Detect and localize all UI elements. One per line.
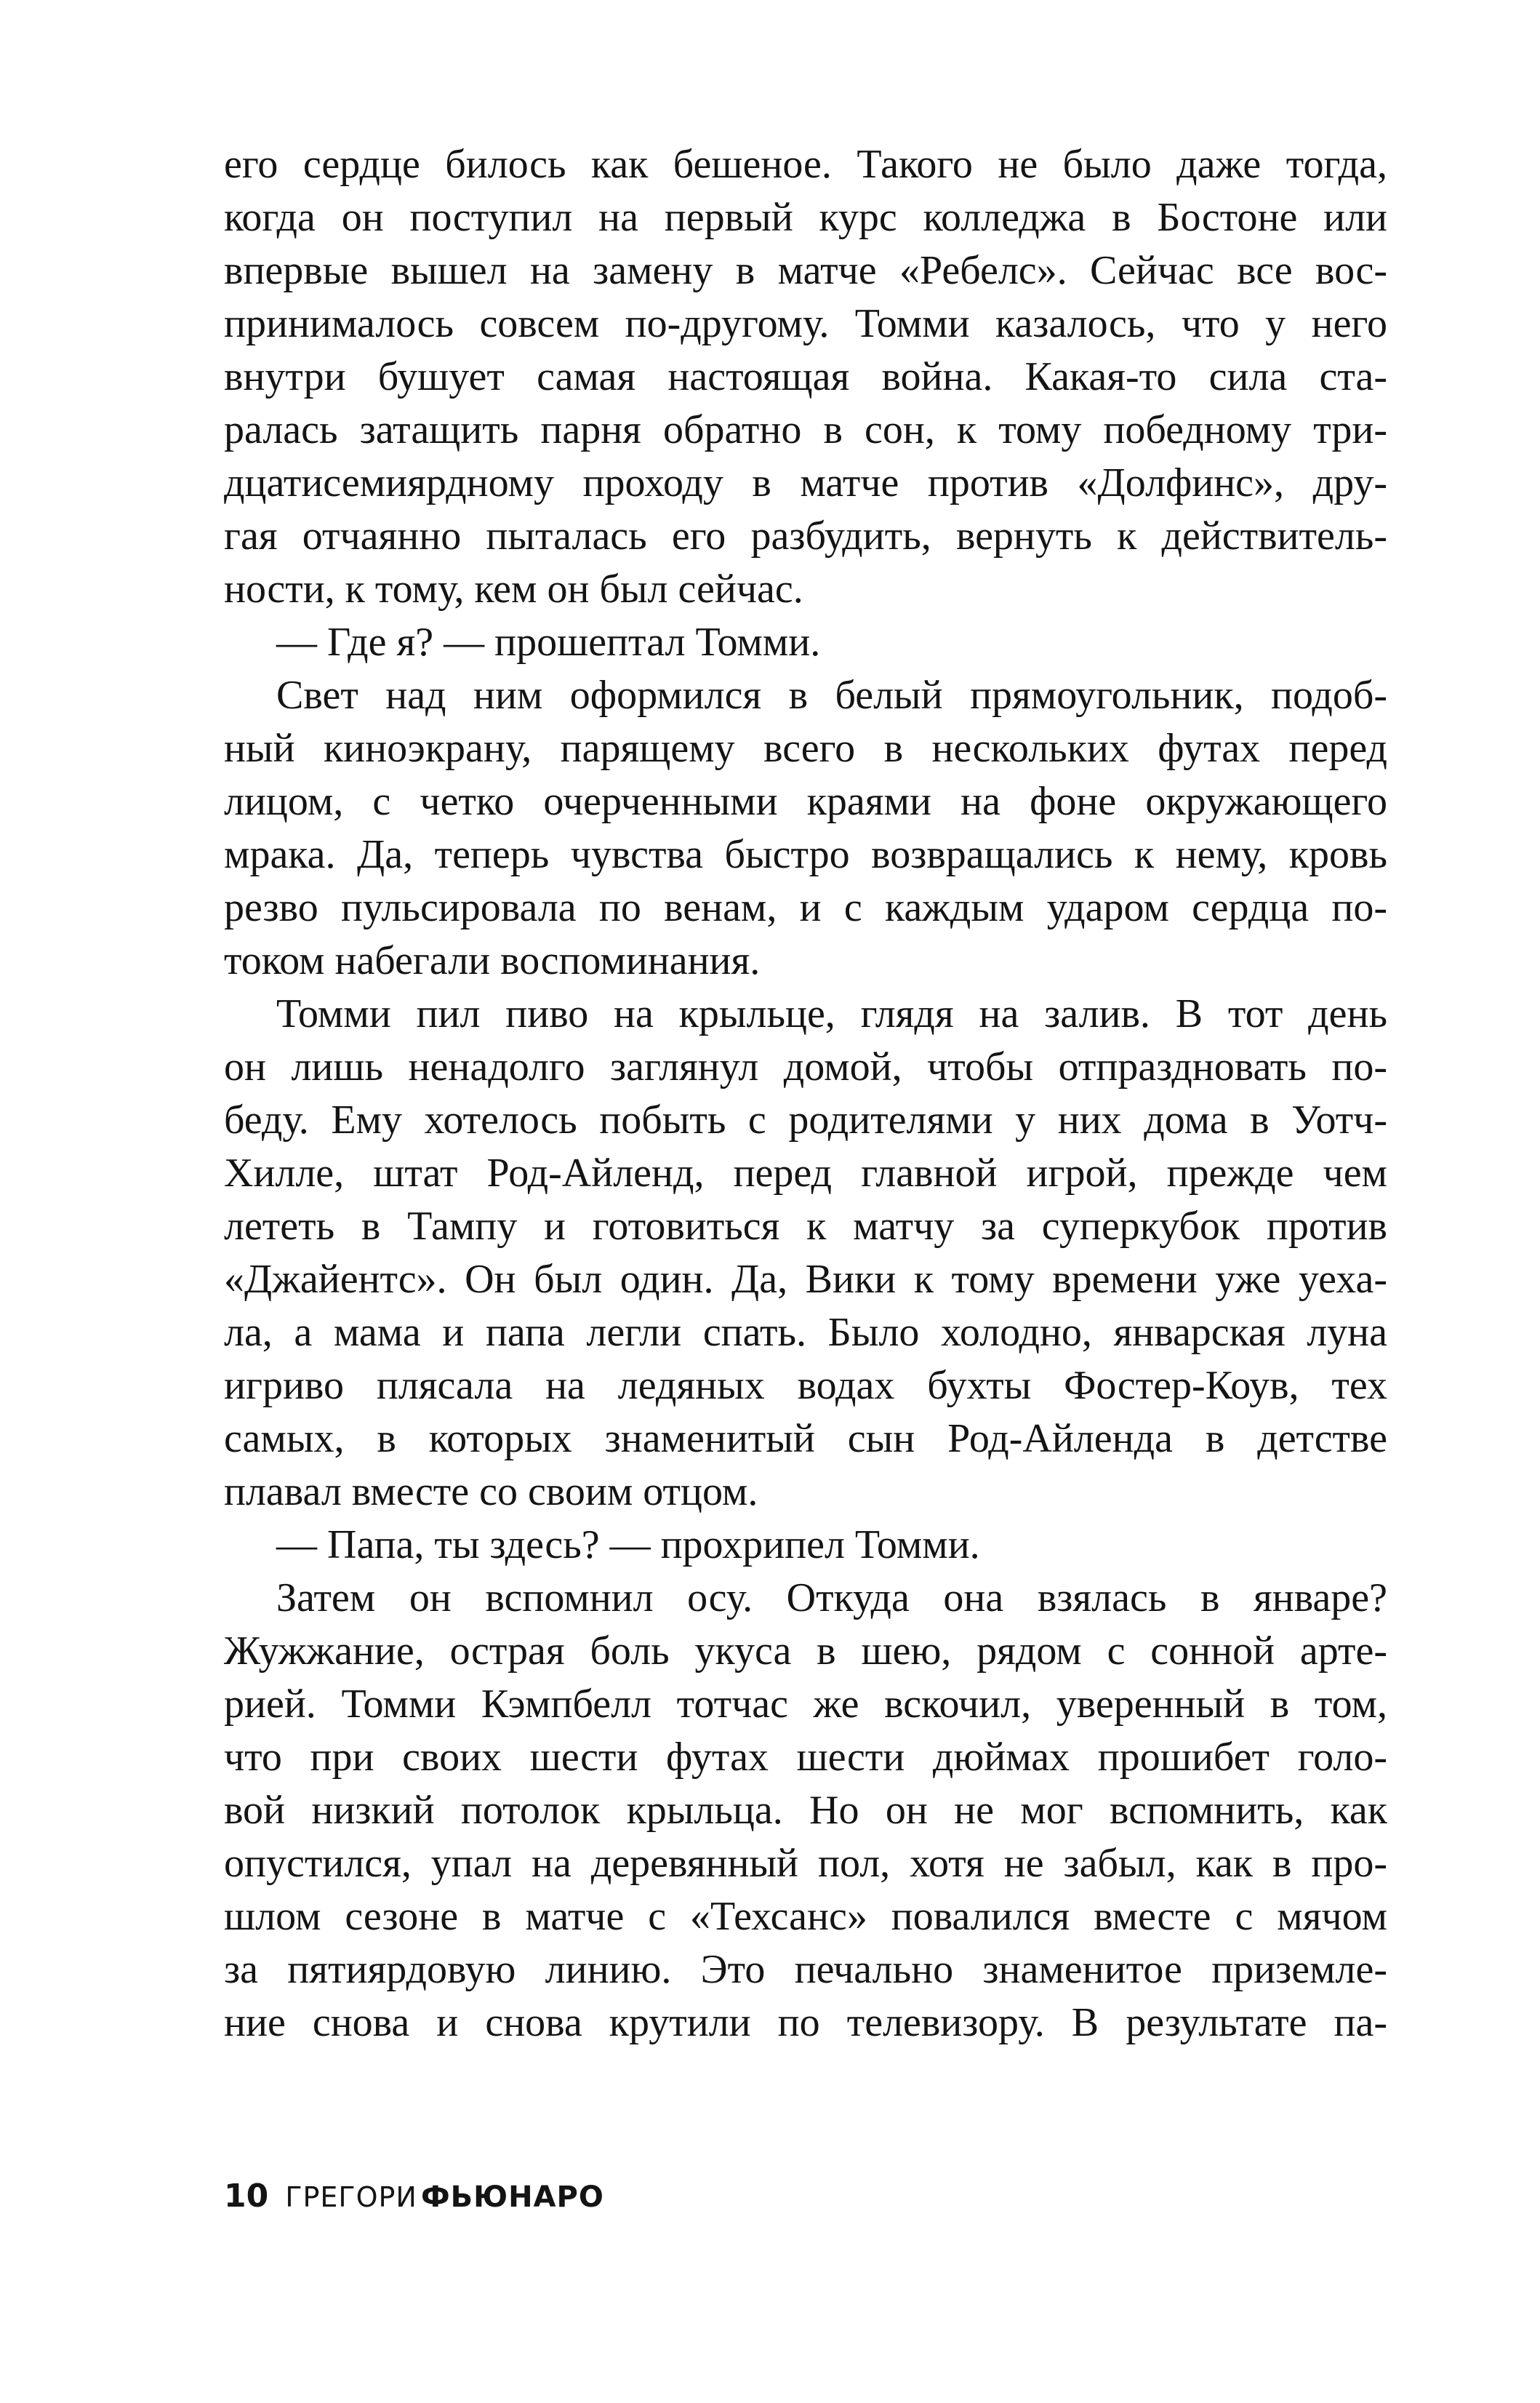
text-line: «Джайентс». Он был один. Да, Вики к тому времени уже уеха- [224, 1257, 1387, 1302]
text-line: что при своих шести футах шести дюймах прошибет голо- [224, 1735, 1387, 1780]
dialogue-line: — Где я? — прошептал Томми. [276, 620, 821, 665]
text-line: беду. Ему хотелось побыть с родителями у них дома в Уотч- [224, 1097, 1387, 1143]
text-line: дцатисемиярдному проходу в матче против «Долфинс», дру- [224, 460, 1387, 505]
author-last-name: ФЬЮНАРО [420, 2180, 604, 2214]
body-text [224, 138, 1387, 2050]
text-line: шлом сезоне в матче с «Техсанс» повалился вместе с мячом [224, 1894, 1387, 1939]
text-line: ла, а мама и папа легли спать. Было холодно, январская луна [224, 1310, 1387, 1355]
text-line: Жужжание, острая боль укуса в шею, рядом с сонной арте- [224, 1628, 1387, 1674]
dialogue-line: — Папа, ты здесь? — прохрипел Томми. [276, 1522, 980, 1567]
text-line: он лишь ненадолго заглянул домой, чтобы отпраздновать по- [224, 1044, 1387, 1089]
text-line: принималось совсем по-другому. Томми казалось, что у него [224, 301, 1387, 346]
text-line: самых, в которых знаменитый сын Род-Айленда в детстве [224, 1416, 1387, 1461]
text-line: Томми пил пиво на крыльце, глядя на залив. В тот день [276, 991, 1387, 1036]
text-line: лицом, с четко очерченными краями на фоне окружающего [224, 779, 1387, 824]
text-line: мрака. Да, теперь чувства быстро возвращались к нему, кровь [224, 832, 1387, 877]
text-line: гая отчаянно пыталась его разбудить, вернуть к действитель- [224, 513, 1387, 559]
text-line: ный киноэкрану, парящему всего в нескольких футах перед [224, 726, 1387, 771]
text-line: внутри бушует самая настоящая война. Какая-то сила ста- [224, 354, 1387, 399]
text-line: плавал вместе со своим отцом. [224, 1469, 758, 1514]
text-line: рией. Томми Кэмпбелл тотчас же вскочил, уверенный в том, [224, 1682, 1387, 1727]
text-line: резво пульсировала по венам, и с каждым ударом сердца по- [224, 885, 1387, 930]
running-footer [224, 2175, 604, 2218]
text-line: вой низкий потолок крыльца. Но он не мог вспомнить, как [224, 1788, 1387, 1833]
text-line: за пятиярдовую линию. Это печально знаменитое приземле- [224, 1947, 1387, 1992]
text-line: током набегали воспоминания. [224, 938, 761, 983]
text-line: Затем он вспомнил осу. Откуда она взялась в январе? [276, 1575, 1387, 1620]
author-first-name: ГРЕГОРИ [285, 2181, 417, 2213]
text-line: его сердце билось как бешеное. Такого не было даже тогда, [224, 142, 1387, 187]
text-line: Свет над ним оформился в белый прямоугольник, подоб- [276, 673, 1387, 718]
text-line: когда он поступил на первый курс колледжа в Бостоне или [224, 195, 1387, 240]
text-line: ности, к тому, кем он был сейчас. [224, 567, 803, 612]
text-line: Хилле, штат Род-Айленд, перед главной игрой, прежде чем [224, 1151, 1387, 1196]
text-line: впервые вышел на замену в матче «Ребелс». Сейчас все вос- [224, 248, 1387, 293]
text-line: ние снова и снова крутили по телевизору. В результате па- [224, 2000, 1387, 2045]
page-number: 10 [224, 2178, 269, 2215]
text-line: игриво плясала на ледяных водах бухты Фостер-Коув, тех [224, 1363, 1387, 1408]
text-line: ралась затащить парня обратно в сон, к тому победному три- [224, 407, 1387, 452]
text-line: лететь в Тампу и готовиться к матчу за суперкубок против [224, 1204, 1387, 1249]
text-line: опустился, упал на деревянный пол, хотя не забыл, как в про- [224, 1841, 1387, 1886]
